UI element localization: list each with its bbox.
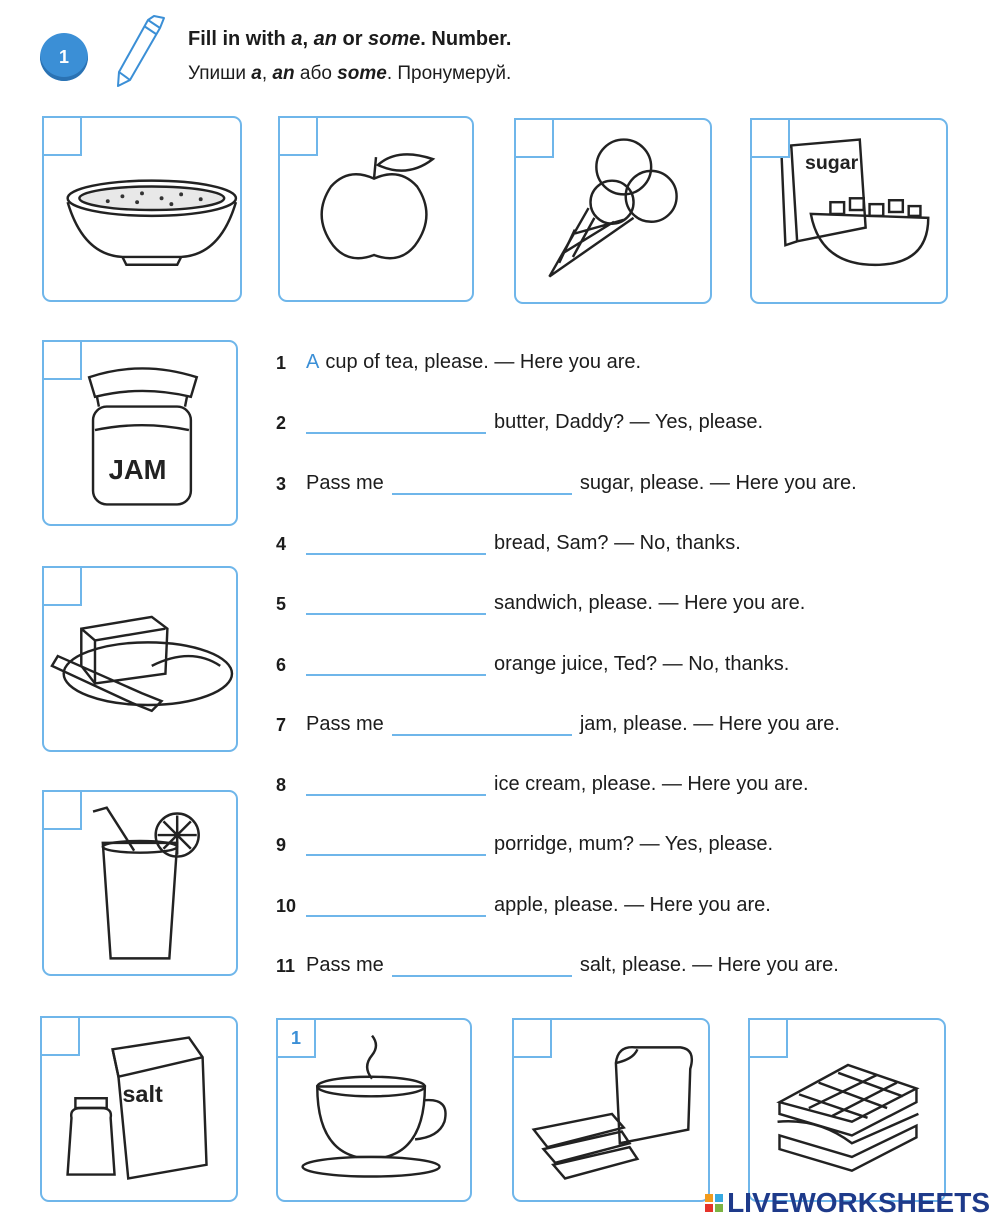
answer-blank[interactable] <box>306 832 486 856</box>
picture-number-box[interactable] <box>276 1018 316 1058</box>
sentence-number: 9 <box>276 835 287 855</box>
picture-number-box[interactable] <box>278 116 318 156</box>
sentence-text: porridge, mum? — Yes, please. <box>494 833 774 855</box>
picture-card-butter <box>42 566 238 752</box>
picture-card-sugar <box>750 118 948 304</box>
answer-blank[interactable] <box>392 953 572 977</box>
instruction-en-text: , <box>302 28 314 50</box>
picture-card-orange-juice <box>42 790 238 976</box>
sentence-number: 8 <box>276 775 287 795</box>
instruction-uk-word: an <box>272 63 295 84</box>
sentence-number: 5 <box>276 594 287 614</box>
picture-card-jam <box>42 340 238 526</box>
logo-text: LIVEWORKSHEETS <box>727 1187 990 1218</box>
sentence-text: cup of tea, please. — Here you are. <box>325 351 642 373</box>
sentence-number: 6 <box>276 655 287 675</box>
picture-number-box[interactable] <box>42 566 82 606</box>
sentence-number: 3 <box>276 474 287 494</box>
instruction-en-text: Fill in with <box>188 28 292 50</box>
sentence-prefix: Pass me <box>306 713 384 735</box>
sentence-row <box>276 949 839 977</box>
sentence-number: 1 <box>276 353 287 373</box>
instruction-english <box>188 28 511 51</box>
picture-number-box[interactable] <box>42 116 82 156</box>
instruction-uk-word: a <box>251 63 262 84</box>
picture-card-sandwich <box>748 1018 946 1202</box>
sentence-number: 4 <box>276 534 287 554</box>
sentence-text: orange juice, Ted? — No, thanks. <box>494 653 790 675</box>
sentence-text: sandwich, please. — Here you are. <box>494 592 806 614</box>
sentence-prefix: Pass me <box>306 954 384 976</box>
instruction-en-text: or <box>336 28 369 50</box>
exercise-number-badge <box>40 33 88 81</box>
instruction-en-word: a <box>291 28 303 50</box>
sentence-text: jam, please. — Here you are. <box>579 713 840 735</box>
picture-number-box[interactable] <box>40 1016 80 1056</box>
exercise-number: 1 <box>58 46 69 67</box>
sentence-number: 7 <box>276 715 287 735</box>
picture-card-salt <box>40 1016 238 1202</box>
instruction-ukrainian <box>188 63 511 85</box>
logo-mark-icon <box>705 1194 723 1212</box>
sentence-prefix: Pass me <box>306 472 384 494</box>
sentence-text: ice cream, please. — Here you are. <box>494 773 809 795</box>
picture-number-box[interactable] <box>42 340 82 380</box>
sentence-text: bread, Sam? — No, thanks. <box>494 532 741 554</box>
instruction-en-word: an <box>313 28 337 50</box>
sentence-row <box>276 768 809 796</box>
sentence-text: butter, Daddy? — Yes, please. <box>494 411 764 433</box>
answer-blank[interactable] <box>392 712 572 736</box>
instruction-en-word: some <box>368 28 421 50</box>
instruction-en-text: . Number. <box>420 28 512 50</box>
sentence-number: 2 <box>276 413 287 433</box>
sentence-row <box>276 828 773 856</box>
sentence-row <box>276 406 763 434</box>
sentence-text: apple, please. — Here you are. <box>494 894 771 916</box>
instruction-uk-text: або <box>294 63 338 84</box>
pencil-icon <box>108 14 168 94</box>
sentence-row <box>276 467 857 495</box>
sentence-row <box>276 346 641 374</box>
answer-blank[interactable] <box>306 531 486 555</box>
picture-card-ice-cream <box>514 118 712 304</box>
sugar-label: sugar <box>804 151 859 174</box>
picture-number: 1 <box>290 1027 301 1048</box>
picture-number-box[interactable] <box>42 790 82 830</box>
picture-card-tea <box>276 1018 472 1202</box>
liveworksheets-logo <box>705 1187 990 1219</box>
sentence-row <box>276 648 789 676</box>
sentence-row <box>276 587 805 615</box>
picture-card-porridge <box>42 116 242 302</box>
sentence-number: 10 <box>276 896 297 916</box>
sentence-row <box>276 889 771 917</box>
instruction-uk-word: some <box>337 63 387 84</box>
answer-blank[interactable] <box>306 893 486 917</box>
sentence-number: 11 <box>276 956 296 976</box>
answer-blank[interactable] <box>306 772 486 796</box>
sentence-text: sugar, please. — Here you are. <box>579 472 857 494</box>
picture-card-apple <box>278 116 474 302</box>
instruction-uk-text: . Пронумеруй. <box>386 63 512 84</box>
picture-number-box[interactable] <box>748 1018 788 1058</box>
answer-blank[interactable] <box>306 652 486 676</box>
salt-label: salt <box>122 1081 163 1108</box>
picture-number-box[interactable] <box>514 118 554 158</box>
sentence-text: salt, please. — Here you are. <box>579 954 839 976</box>
instruction-uk-text: , <box>261 63 273 84</box>
sentence-row <box>276 527 741 555</box>
answer-blank[interactable] <box>306 410 486 434</box>
picture-number-box[interactable] <box>750 118 790 158</box>
answer-blank[interactable] <box>306 591 486 615</box>
example-answer: A <box>306 351 320 373</box>
picture-card-bread <box>512 1018 710 1202</box>
instruction-uk-text: Упиши <box>188 63 252 84</box>
answer-blank[interactable] <box>392 471 572 495</box>
sentence-row <box>276 708 840 736</box>
picture-number-box[interactable] <box>512 1018 552 1058</box>
jam-label: JAM <box>108 453 167 485</box>
